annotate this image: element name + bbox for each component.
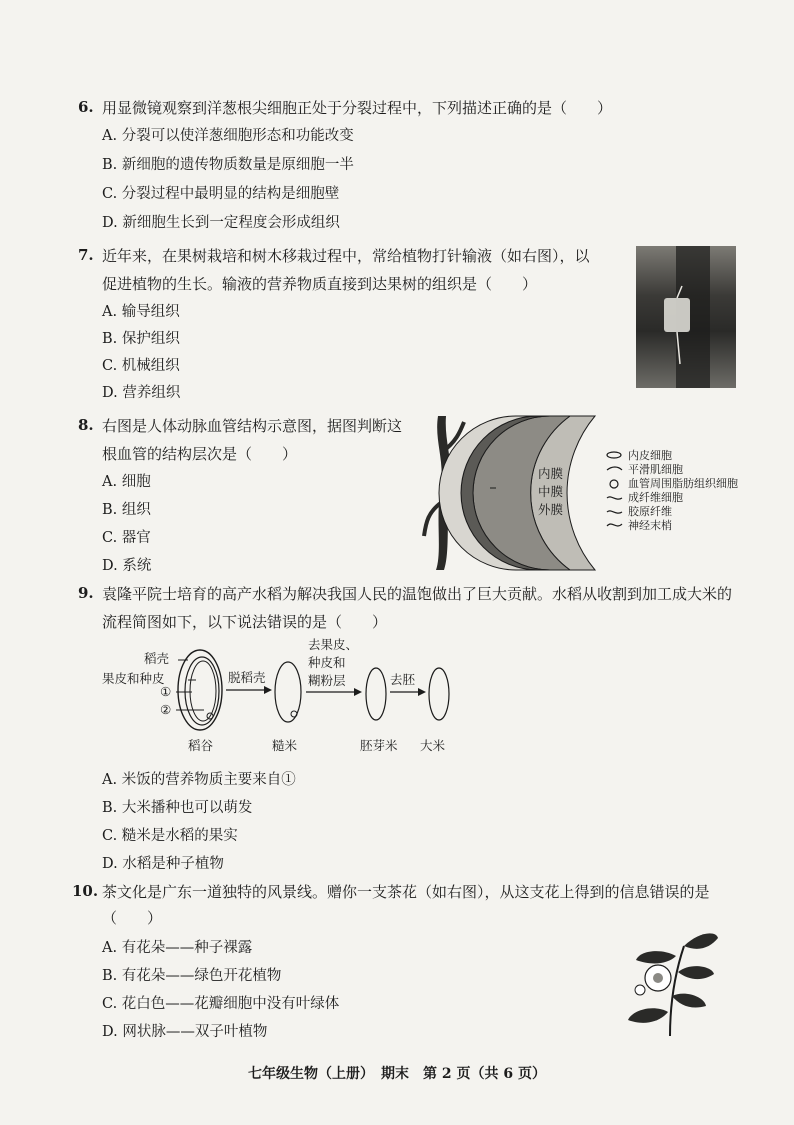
question-stem-line-1: 茶文化是广东一道独特的风景线。赠你一支茶花（如右图），从这支花上得到的信息错误的是 <box>102 883 710 901</box>
question-number: 10. <box>72 882 99 900</box>
option-d: D. 系统 <box>102 558 152 574</box>
stage-brown-rice: 糙米 <box>272 738 298 753</box>
option-b: B. 保护组织 <box>102 331 180 347</box>
question-number: 9. <box>78 584 94 602</box>
legend-endothelial-cell: 内皮细胞 <box>628 449 672 462</box>
layer-label-intima: 内膜 <box>538 466 564 481</box>
question-stem-line-1: 近年来，在果树栽培和树木移栽过程中，常给植物打针输液（如右图），以 <box>102 247 590 265</box>
stage-germ-rice: 胚芽米 <box>360 738 398 753</box>
step-dehull: 脱稻壳 <box>228 670 266 685</box>
step-remove-layers-line-1: 去果皮、 <box>308 637 359 652</box>
question-number: 6. <box>78 98 94 116</box>
legend-collagen-fiber: 胶原纤维 <box>628 505 672 518</box>
option-d: D. 新细胞生长到一定程度会形成组织 <box>102 215 340 231</box>
option-a: A. 细胞 <box>102 474 151 490</box>
stage-white-rice: 大米 <box>420 738 446 753</box>
artery-structure-diagram <box>420 412 740 572</box>
question-stem-line-2: 流程简图如下，以下说法错误的是（ ） <box>102 613 388 631</box>
label-part-1: ① <box>160 684 172 699</box>
option-c: C. 糙米是水稻的果实 <box>102 828 238 844</box>
step-remove-embryo: 去胚 <box>390 672 416 687</box>
option-c: C. 机械组织 <box>102 358 180 374</box>
legend-perivascular-fat-cell: 血管周围脂肪组织细胞 <box>628 477 738 490</box>
option-d: D. 水稻是种子植物 <box>102 856 224 872</box>
option-d: D. 营养组织 <box>102 385 181 401</box>
option-b: B. 大米播种也可以萌发 <box>102 800 253 816</box>
question-stem: 用显微镜观察到洋葱根尖细胞正处于分裂过程中，下列描述正确的是（ ） <box>102 99 613 117</box>
question-number: 7. <box>78 246 94 264</box>
label-part-2: ② <box>160 702 172 717</box>
question-stem-line-2: （ ） <box>102 909 163 927</box>
question-stem-line-2: 促进植物的生长。输液的营养物质直接到达果树的组织是（ ） <box>102 275 538 293</box>
option-a: A. 分裂可以使洋葱细胞形态和功能改变 <box>102 128 354 144</box>
option-b: B. 新细胞的遗传物质数量是原细胞一半 <box>102 157 354 173</box>
option-b: B. 组织 <box>102 502 151 518</box>
option-a: A. 输导组织 <box>102 304 180 320</box>
option-c: C. 分裂过程中最明显的结构是细胞壁 <box>102 186 340 202</box>
label-husk: 稻壳 <box>144 651 170 666</box>
label-pericarp-seedcoat: 果皮和种皮 <box>102 671 165 686</box>
layer-label-media: 中膜 <box>538 484 564 499</box>
step-remove-layers-line-2: 种皮和 <box>308 655 346 670</box>
page-footer: 七年级生物（上册） 期末 第 2 页（共 6 页） <box>248 1066 546 1082</box>
option-a: A. 有花朵——种子裸露 <box>102 940 253 956</box>
question-stem-line-2: 根血管的结构层次是（ ） <box>102 445 298 463</box>
option-b: B. 有花朵——绿色开花植物 <box>102 968 282 984</box>
legend-fibroblast: 成纤维细胞 <box>628 491 683 504</box>
stage-paddy: 稻谷 <box>188 738 214 753</box>
option-d: D. 网状脉——双子叶植物 <box>102 1024 268 1040</box>
question-stem-line-1: 右图是人体动脉血管结构示意图，据图判断这 <box>102 417 403 435</box>
legend-nerve-ending: 神经末梢 <box>628 519 672 532</box>
question-number: 8. <box>78 416 94 434</box>
layer-label-adventitia: 外膜 <box>538 502 564 517</box>
legend-smooth-muscle-cell: 平滑肌细胞 <box>628 463 683 476</box>
option-c: C. 器官 <box>102 530 151 546</box>
camellia-flower-illustration <box>618 926 722 1038</box>
question-stem-line-1: 袁隆平院士培育的高产水稻为解决我国人民的温饱做出了巨大贡献。水稻从收割到加工成大米的 <box>102 585 733 603</box>
option-a: A. 米饭的营养物质主要来自① <box>102 772 296 788</box>
tree-infusion-photo <box>636 246 736 388</box>
step-remove-layers-line-3: 糊粉层 <box>308 673 346 688</box>
rice-processing-diagram <box>96 636 456 756</box>
option-c: C. 花白色——花瓣细胞中没有叶绿体 <box>102 996 340 1012</box>
